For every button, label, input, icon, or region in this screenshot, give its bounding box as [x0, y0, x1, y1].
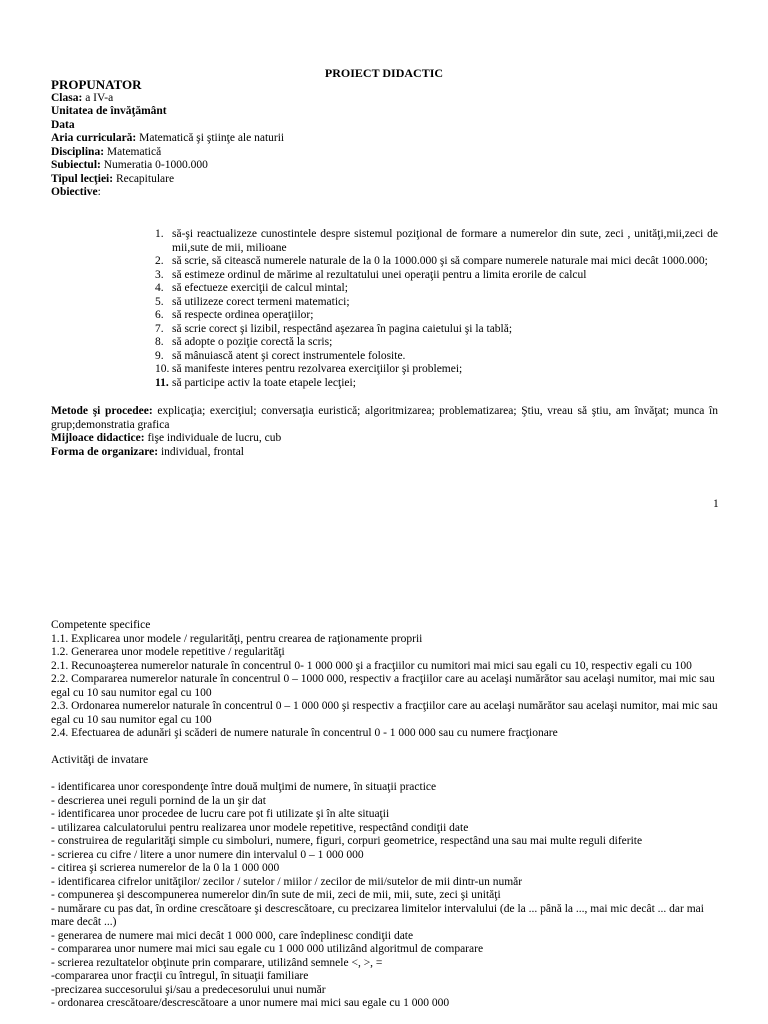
- list-item: - scrierea cu cifre / litere a unor numere din intervalul 0 – 1 000 000: [51, 848, 364, 861]
- list-item: - descrierea unei reguli pornind de la un şir dat: [51, 794, 266, 807]
- list-item: [155, 228, 718, 255]
- mijloace-label: Mijloace didactice:: [51, 432, 145, 444]
- objective-number: 7.: [155, 322, 164, 335]
- list-item: - numărare cu pas dat, în ordine crescătoare şi descrescătoare, cu precizarea limitelor intervalului (de la ... până la ..., mai mic decât ... dar mai mare decât ...): [51, 902, 704, 928]
- aria-row: [51, 132, 284, 146]
- forma-label: Forma de organizare:: [51, 445, 159, 458]
- list-item: - identificarea unor corespondenţe între două mulţimi de numere, în situaţii practice: [51, 781, 437, 793]
- subiectul-row: [51, 159, 284, 173]
- list-item: 2.4. Efectuarea de adunări şi scăderi de numere naturale în concentrul 0 - 1 000 000 sau cu numere fracţionare: [51, 727, 558, 739]
- forma-row: [51, 446, 718, 460]
- subiectul-label: Subiectul:: [51, 159, 101, 171]
- aria-value: Matematică şi ştiinţe ale naturii: [136, 132, 285, 144]
- objective-text: să respecte ordinea operaţiilor;: [172, 309, 314, 321]
- mijloace-value: fişe individuale de lucru, cub: [144, 432, 282, 444]
- list-item: [155, 255, 718, 269]
- list-item: [155, 323, 718, 337]
- tipul-label: Tipul lecţiei:: [51, 172, 114, 185]
- list-item: [155, 296, 718, 310]
- tipul-row: [51, 173, 284, 187]
- page-number: 1: [713, 498, 719, 510]
- objective-text: să manifeste interes pentru rezolvarea exerciţiilor şi problemei;: [172, 363, 463, 375]
- unitatea-label: Unitatea de învăţământ: [51, 105, 167, 117]
- data-label: Data: [51, 118, 75, 131]
- competente-title: Competente specifice: [51, 619, 151, 631]
- list-item: - citirea şi scrierea numerelor de la 0 la 1 000 000: [51, 862, 280, 874]
- disciplina-value: Matematică: [104, 145, 162, 158]
- mijloace-row: [51, 432, 718, 446]
- list-item: 2.1. Recunoaşterea numerelor naturale în concentrul 0- 1 000 000 şi a fracţiilor cu numitori mai mici sau egali cu 10, respectiv egali cu 100: [51, 659, 692, 672]
- list-item: - generarea de numere mai mici decât 1 000 000, care îndeplinesc condiţii date: [51, 929, 414, 942]
- list-item: [155, 269, 718, 283]
- tipul-value: Recapitulare: [113, 172, 175, 185]
- list-item: 2.2. Compararea numerelor naturale în concentrul 0 – 1000 000, respectiv a fracţiilor care au acelaşi numărător sau acelaşi numitor, mai mic sau egal cu 10 sau numitor egal cu 100: [51, 673, 715, 699]
- activitati-title: Activităţi de invatare: [51, 754, 149, 766]
- objective-number: 5.: [155, 295, 164, 308]
- spacer: [51, 768, 718, 782]
- forma-value: individual, frontal: [158, 445, 245, 458]
- list-item: - construirea de regularităţi simple cu simboluri, numere, figuri, corpuri geometrice, respectând una sau mai multe reguli diferite: [51, 835, 643, 847]
- list-item: - compunerea şi descompunerea numerelor din/în sute de mii, zeci de mii, mii, sute, zeci şi unităţi: [51, 889, 501, 901]
- list-item: - compararea unor numere mai mici sau egale cu 1 000 000 utilizând algoritmul de comparare: [51, 943, 484, 955]
- second-page-content: [51, 619, 718, 1011]
- subiectul-value: Numeratia 0-1000.000: [100, 159, 208, 171]
- list-item: - identificarea cifrelor unităţilor/ zecilor / sutelor / miilor / zecilor de mii/sutelor de mii dintr-un număr: [51, 875, 523, 888]
- document-title: PROIECT DIDACTIC: [324, 66, 444, 80]
- aria-label: Aria curriculară:: [51, 132, 137, 144]
- list-item: - utilizarea calculatorului pentru realizarea unor modele repetitive, respectând condiţii date: [51, 821, 469, 834]
- disciplina-row: [51, 146, 284, 160]
- objective-number: 8.: [155, 336, 164, 348]
- obiective-row: [51, 186, 284, 200]
- list-item: - scrierea rezultatelor obţinute prin comparare, utilizând semnele <, >, =: [51, 956, 383, 969]
- clasa-value: a IV-a: [82, 91, 114, 104]
- list-item: [155, 282, 718, 296]
- objective-text: să-şi reactualizeze cunostintele despre sistemul poziţional de formare a numerelor din sute, zeci , unităţi,mii,zeci de mii,sute de mii, milioane: [172, 228, 718, 254]
- spacer: [51, 741, 718, 755]
- list-item: [155, 309, 718, 323]
- objective-text: să participe activ la toate etapele lecţiei;: [172, 376, 356, 389]
- objective-number: 10.: [155, 363, 170, 375]
- list-item: - ordonarea crescătoare/descrescătoare a unor numere mai mici sau egale cu 1 000 000: [51, 997, 450, 1009]
- list-item: [155, 363, 718, 377]
- list-item: -precizarea succesorului şi/sau a predecesorului unui număr: [51, 983, 326, 996]
- list-item: - identificarea unor procedee de lucru care pot fi utilizate şi în alte situaţii: [51, 808, 390, 820]
- list-item: 1.2. Generarea unor modele repetitive / regularităţi: [51, 646, 285, 658]
- objective-text: să scrie, să citească numerele naturale de la 0 la 1000.000 şi să compare numerele naturale mai mici decât 1000.000;: [172, 255, 708, 267]
- list-item: 1.1. Explicarea unor modele / regularităţi, pentru crearea de raţionamente proprii: [51, 632, 423, 645]
- list-item: [155, 377, 718, 391]
- clasa-label: Clasa:: [51, 91, 83, 104]
- objective-text: să adopte o poziţie corectă la scris;: [172, 336, 333, 348]
- disciplina-label: Disciplina:: [51, 145, 105, 158]
- objective-number: 3.: [155, 268, 164, 281]
- objective-text: să mânuiască atent şi corect instrumentele folosite.: [172, 349, 406, 362]
- objective-number: 6.: [155, 309, 164, 321]
- objectives-list: [155, 228, 718, 390]
- obiective-value: :: [97, 186, 101, 198]
- objective-number: 1.: [155, 228, 164, 240]
- propunator-label: PROPUNATOR: [51, 77, 142, 92]
- data-row: [51, 119, 284, 133]
- header-block: [51, 78, 284, 200]
- clasa-row: [51, 92, 284, 106]
- objective-number: 2.: [155, 255, 164, 267]
- obiective-label: Obiective: [51, 186, 98, 198]
- objective-text: să scrie corect şi lizibil, respectând aşezarea în pagina caietului şi la tablă;: [172, 322, 513, 335]
- list-item: [155, 350, 718, 364]
- metode-row: [51, 405, 718, 432]
- metode-label: Metode şi procedee:: [51, 405, 153, 417]
- list-item: [155, 336, 718, 350]
- methods-block: [51, 405, 718, 459]
- list-item: 2.3. Ordonarea numerelor naturale în concentrul 0 – 1 000 000 şi respectiv a fracţiilor care au acelaşi numărător sau acelaşi numitor, mai mic sau egal cu 10 sau numitor egal cu 100: [51, 700, 718, 726]
- metode-value: explicaţia; exerciţiul; conversaţia euristică; algoritmizarea; problematizarea; Ştiu, vreau să ştiu, am învăţat; munca în grup;demonstratia grafica: [51, 405, 718, 431]
- objective-text: să efectueze exerciţii de calcul mintal;: [172, 282, 348, 294]
- objective-number: 9.: [155, 349, 164, 362]
- objective-number: 11.: [155, 376, 169, 389]
- objective-number: 4.: [155, 282, 164, 294]
- unitatea-row: [51, 105, 284, 119]
- objective-text: să estimeze ordinul de mărime al rezultatului unei operaţii pentru a limita erorile de calcul: [172, 268, 587, 281]
- list-item: -compararea unor fracţii cu întregul, în situaţii familiare: [51, 970, 309, 982]
- objective-text: să utilizeze corect termeni matematici;: [172, 295, 350, 308]
